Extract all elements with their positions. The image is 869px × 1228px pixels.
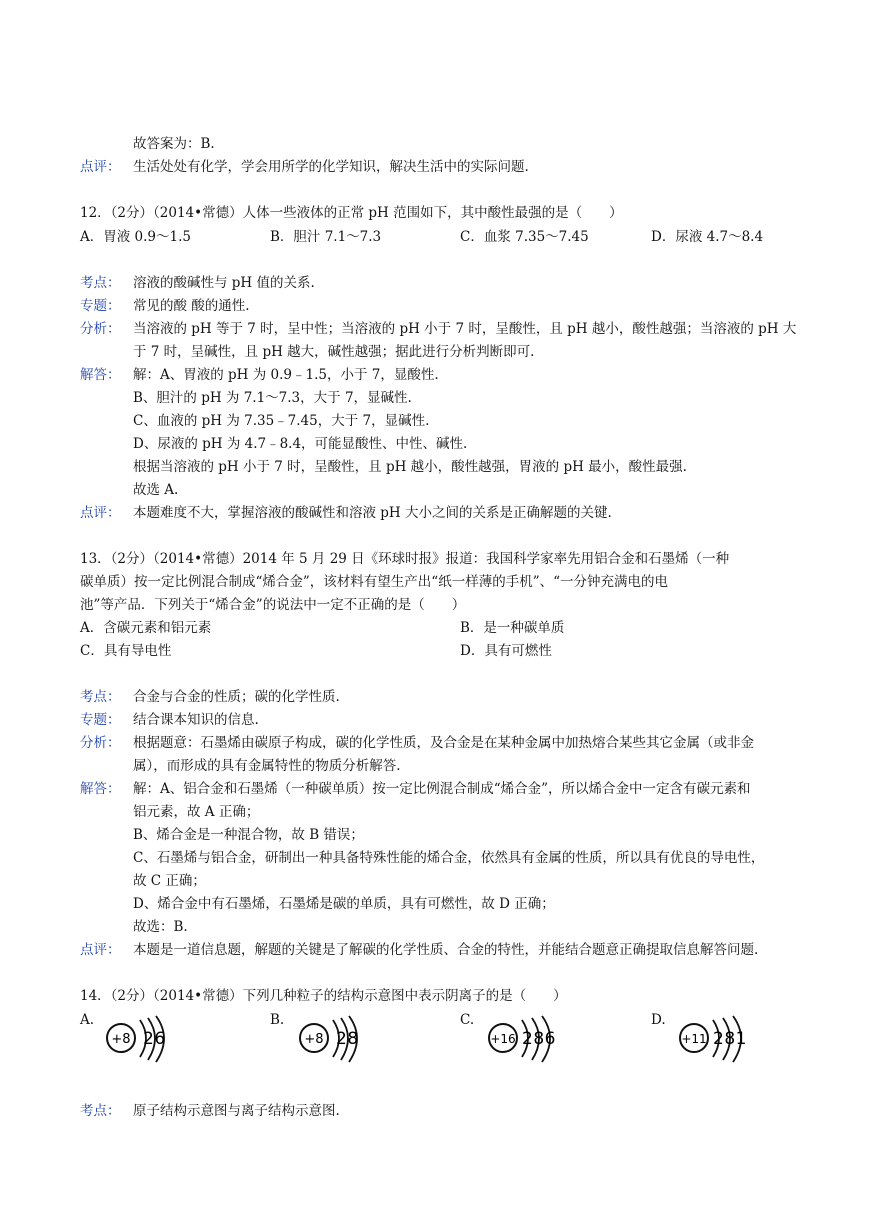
q12-fenxi-line: 当溶液的 pH 等于 7 时，呈中性；当溶液的 pH 小于 7 时，呈酸性，且 pH 越小，酸性越强；当溶液的 pH 大	[133, 321, 797, 337]
q12-kaodian: 溶液的酸碱性与 pH 值的关系.	[133, 275, 315, 291]
q13-fenxi-line: 根据题意：石墨烯由碳原子构成，碳的化学性质，及合金是在某种金属中加热熔合某些其它金属（或非金	[133, 735, 754, 751]
q13-jieda-line: 故 C 正确；	[133, 873, 206, 889]
q12-zhuanti: 常见的酸 酸的通性.	[133, 298, 250, 314]
q13-dianping-label: 点评：	[80, 942, 121, 958]
q14-option-label-b: B.	[270, 1012, 285, 1028]
nucleus-charge-b: +8	[304, 1032, 324, 1047]
q12-jieda-line: 解：A、胃液的 pH 为 0.9﹣1.5，小于 7，显酸性.	[133, 367, 439, 383]
q13-fenxi-label: 分析：	[80, 735, 121, 751]
prev-answer: 故答案为：B.	[133, 136, 215, 152]
q13-zhuanti-label: 专题：	[80, 712, 121, 728]
q14-kaodian: 原子结构示意图与离子结构示意图.	[133, 1103, 340, 1119]
q14-option-label-c: C.	[460, 1012, 475, 1028]
q12-fenxi-line: 于 7 时，呈碱性，且 pH 越大，碱性越强；据此进行分析判断即可.	[133, 344, 535, 360]
q12-zhuanti-label: 专题：	[80, 298, 121, 314]
electron-config-d: 281	[713, 1029, 747, 1049]
q13-jieda-label: 解答：	[80, 781, 121, 797]
prev-comment: 生活处处有化学，学会用所学的化学知识，解决生活中的实际问题.	[133, 159, 529, 175]
q12-jieda-line: C、血液的 pH 为 7.35﹣7.45，大于 7，显碱性.	[133, 413, 430, 429]
q13-jieda-line: D、烯合金中有石墨烯，石墨烯是碳的单质，具有可燃性，故 D 正确；	[133, 896, 555, 912]
q12-jieda-label: 解答：	[80, 367, 121, 383]
q13-jieda-line: B、烯合金是一种混合物，故 B 错误；	[133, 827, 364, 843]
q12-jieda-line: 故选 A.	[133, 482, 179, 498]
q12-option-d: D．尿液 4.7～8.4	[651, 229, 764, 245]
q13-zhuanti: 结合课本知识的信息.	[133, 712, 259, 728]
nucleus-charge-d: +11	[681, 1032, 707, 1046]
q12-jieda-line: D、尿液的 pH 为 4.7﹣8.4，可能显酸性、中性、碱性.	[133, 436, 468, 452]
q12-dianping-label: 点评：	[80, 505, 121, 521]
q13-jieda-line: C、石墨烯与铝合金，研制出一种具备特殊性能的烯合金，依然具有金属的性质，所以具有优良的导电性，	[133, 850, 765, 866]
q13-jieda-line: 解：A、铝合金和石墨烯（一种碳单质）按一定比例混合制成“烯合金”，所以烯合金中一定含有碳元素和	[133, 781, 751, 797]
q12-stem: 12．（2分）（2014•常德）人体一些液体的正常 pH 范围如下，其中酸性最强的是（ ）	[80, 205, 623, 221]
q13-stem-line: 碳单质）按一定比例混合制成“烯合金”，该材料有望生产出“纸一样薄的手机”、“一分钟充满电的电	[80, 574, 669, 590]
q13-option-b: B．是一种碳单质	[460, 620, 565, 636]
q13-jieda-line: 铝元素，故 A 正确；	[133, 804, 260, 820]
nucleus-charge-c: +16	[490, 1032, 516, 1046]
q14-kaodian-label: 考点：	[80, 1103, 121, 1119]
electron-config-b: 28	[336, 1029, 359, 1049]
atom-diagram-c	[482, 1015, 572, 1065]
q14-stem: 14．（2分）（2014•常德）下列几种粒子的结构示意图中表示阴离子的是（ ）	[80, 988, 567, 1004]
q13-kaodian: 合金与合金的性质；碳的化学性质.	[133, 689, 340, 705]
q13-stem-line: 13．（2分）（2014•常德）2014 年 5 月 29 日《环球时报》报道：我国科学家率先用铝合金和石墨烯（一种	[80, 551, 730, 567]
atom-diagram-b	[293, 1015, 373, 1065]
q13-kaodian-label: 考点：	[80, 689, 121, 705]
q12-kaodian-label: 考点：	[80, 275, 121, 291]
electron-config-c: 286	[522, 1029, 556, 1049]
q12-option-a: A．胃液 0.9～1.5	[80, 229, 191, 245]
q13-option-d: D．具有可燃性	[460, 643, 552, 659]
electron-config-a: 26	[143, 1029, 166, 1049]
q13-jieda-line: 故选：B.	[133, 919, 188, 935]
q13-stem-line: 池”等产品．下列关于“烯合金”的说法中一定不正确的是（ ）	[80, 597, 466, 613]
atom-diagram-a	[100, 1015, 180, 1065]
prev-comment-label: 点评：	[80, 159, 121, 175]
atom-diagram-d	[673, 1015, 763, 1065]
q12-jieda-line: B、胆汁的 pH 为 7.1～7.3，大于 7，显碱性.	[133, 390, 412, 406]
q12-dianping: 本题难度不大，掌握溶液的酸碱性和溶液 pH 大小之间的关系是正确解题的关键.	[133, 505, 612, 521]
q13-option-c: C．具有导电性	[80, 643, 172, 659]
q14-option-label-a: A.	[80, 1012, 95, 1028]
q14-option-label-d: D.	[651, 1012, 666, 1028]
q13-option-a: A．含碳元素和铝元素	[80, 620, 212, 636]
q13-dianping: 本题是一道信息题，解题的关键是了解碳的化学性质、合金的特性，并能结合题意正确提取信息解答问题.	[133, 942, 759, 958]
q12-option-b: B．胆汁 7.1～7.3	[270, 229, 382, 245]
q12-option-c: C．血浆 7.35～7.45	[460, 229, 589, 245]
q12-fenxi-label: 分析：	[80, 321, 121, 337]
q12-jieda-line: 根据当溶液的 pH 小于 7 时，呈酸性，且 pH 越小，酸性越强，胃液的 pH 最小，酸性最强.	[133, 459, 687, 475]
nucleus-charge-a: +8	[111, 1032, 131, 1047]
q13-fenxi-line: 属），而形成的具有金属特性的物质分析解答.	[133, 758, 401, 774]
